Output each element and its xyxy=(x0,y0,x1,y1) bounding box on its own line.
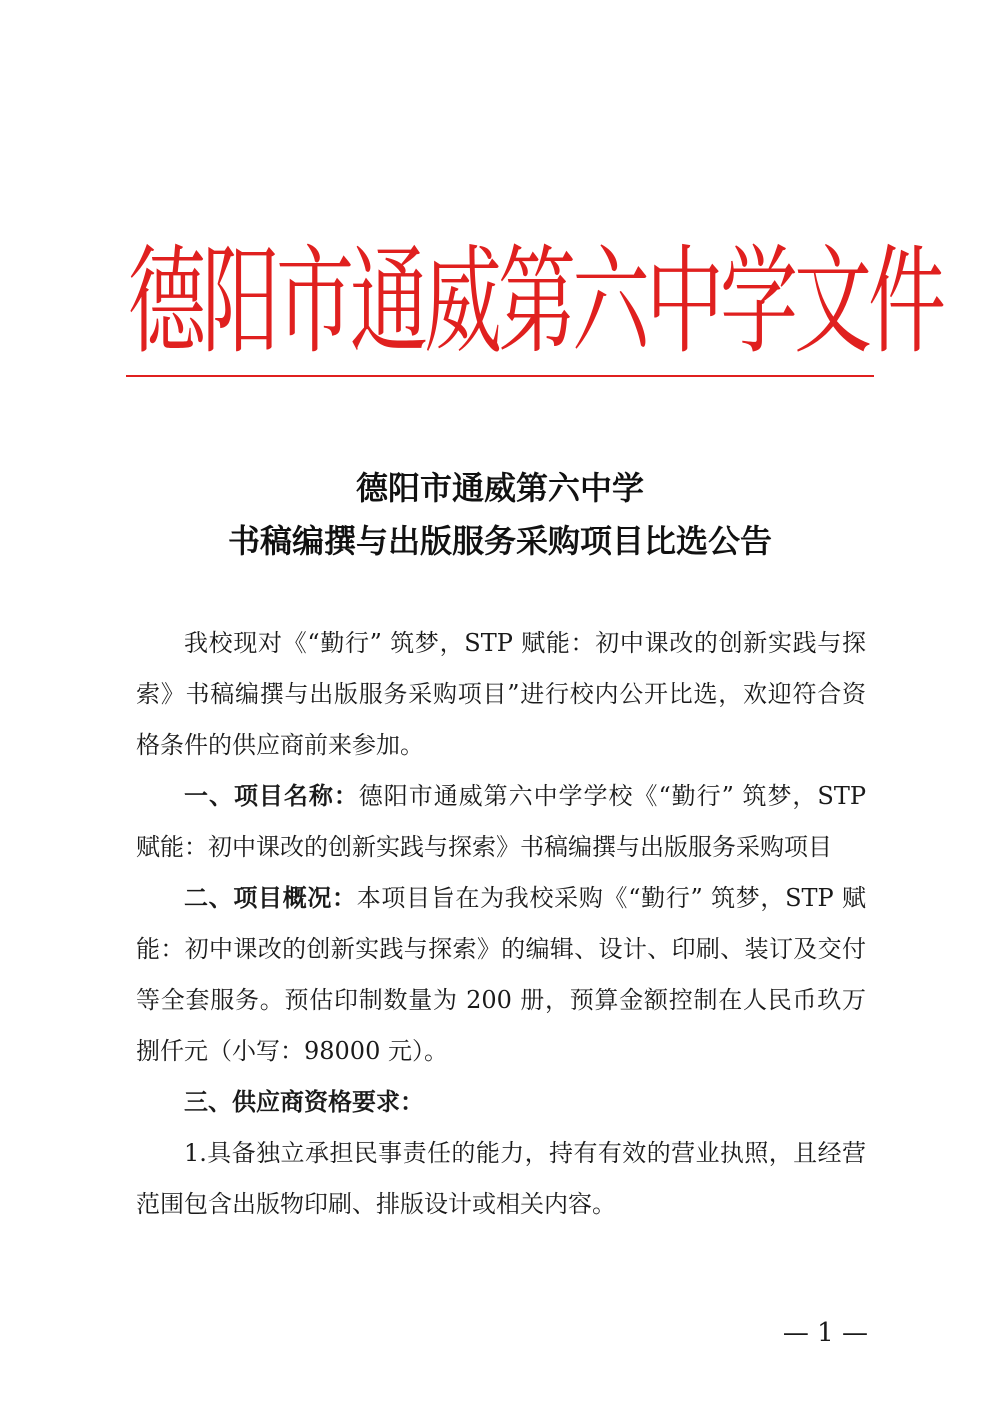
section-1-label: 一、项目名称： xyxy=(184,782,359,810)
section-1-paragraph xyxy=(136,771,866,873)
document-title xyxy=(128,462,872,568)
section-2-text: 本项目旨在为我校采购《“勤行” 筑梦，STP 赋能：初中课改的创新实践与探索》的编辑、设计、印刷、装订及交付等全套服务。预估印制数量为 200 册，预算金额控制在人民币玖万捌仟元（小写：98000 元）。 xyxy=(136,884,867,1065)
page-number: — 1 — xyxy=(782,1318,868,1348)
section-3-paragraph xyxy=(136,1077,866,1128)
red-divider-line xyxy=(126,375,874,377)
title-line-2: 书稿编撰与出版服务采购项目比选公告 xyxy=(227,522,772,560)
section-3-label: 三、供应商资格要求： xyxy=(184,1088,424,1116)
item-1-paragraph: 1.具备独立承担民事责任的能力，持有有效的营业执照，且经营范围包含出版物印刷、排版设计或相关内容。 xyxy=(136,1139,866,1218)
document-body xyxy=(136,618,866,1230)
section-2-label: 二、项目概况： xyxy=(184,884,357,912)
section-1-text: 德阳市通威第六中学学校《“勤行” 筑梦，STP 赋能：初中课改的创新实践与探索》书稿编撰与出版服务采购项目 xyxy=(136,782,867,861)
section-2-paragraph xyxy=(136,873,866,1077)
title-line-1: 德阳市通威第六中学 xyxy=(355,469,644,507)
intro-paragraph: 我校现对《“勤行” 筑梦，STP 赋能：初中课改的创新实践与探索》书稿编撰与出版服务采购项目”进行校内公开比选，欢迎符合资格条件的供应商前来参加。 xyxy=(136,629,866,759)
red-masthead: 德阳市通威第六中学文件 xyxy=(128,235,943,371)
